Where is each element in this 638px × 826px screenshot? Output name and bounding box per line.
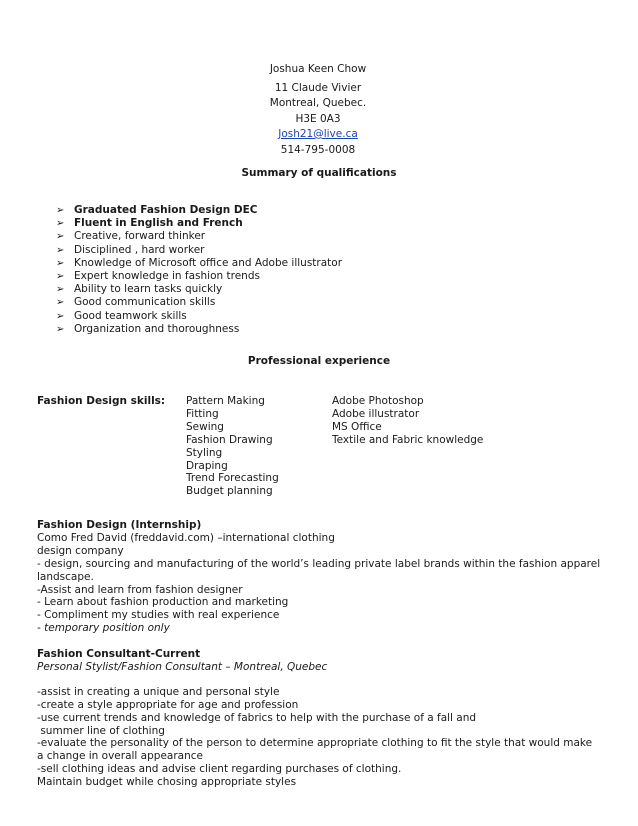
address-line-1: 11 Claude Vivier	[274, 81, 362, 94]
qualification-item	[56, 204, 342, 217]
consultant-line: a change in overall appearance	[37, 750, 203, 763]
summary-title: Summary of qualifications	[241, 167, 397, 179]
qualification-text: Creative, forward thinker	[74, 230, 206, 243]
arrow-bullet-icon: ➢	[56, 297, 65, 309]
qualification-text: Expert knowledge in fashion trends	[74, 270, 260, 283]
qualification-item	[56, 310, 342, 323]
internship-line: - design, sourcing and manufacturing of the world’s leading private label brands within the fashion apparel	[37, 557, 601, 570]
skill-item: Styling	[186, 446, 223, 459]
qualification-text: Organization and thoroughness	[74, 322, 240, 335]
qualification-text: Disciplined , hard worker	[74, 243, 205, 256]
consultant-section	[37, 648, 607, 789]
internship-section	[37, 519, 607, 635]
skill-item: Fitting	[186, 407, 219, 420]
qualification-text: Good communication skills	[74, 296, 216, 309]
arrow-bullet-icon: ➢	[56, 323, 65, 335]
qualification-item	[56, 244, 342, 257]
internship-line: landscape.	[37, 570, 94, 583]
qualification-text: Good teamwork skills	[74, 309, 187, 322]
consultant-line: summer line of clothing	[37, 724, 165, 737]
internship-note: - temporary position only	[37, 622, 170, 635]
skill-item: Trend Forecasting	[186, 472, 279, 485]
consultant-line: -evaluate the personality of the person to determine appropriate clothing to fit the style that would make	[37, 737, 593, 750]
qualification-text: Knowledge of Microsoft office and Adobe illustrator	[74, 256, 343, 269]
arrow-bullet-icon: ➢	[56, 310, 65, 322]
email-link[interactable]: Josh21@live.ca	[278, 128, 358, 140]
qualification-text: Fluent in English and French	[74, 217, 243, 230]
qualifications-list	[56, 204, 342, 336]
arrow-bullet-icon: ➢	[56, 205, 65, 216]
qualification-item	[56, 296, 342, 309]
consultant-line: -create a style appropriate for age and profession	[37, 698, 299, 711]
qualification-item	[56, 257, 342, 270]
consultant-details	[37, 686, 607, 789]
skill-item: Textile and Fabric knowledge	[332, 433, 484, 446]
qualification-item	[56, 217, 342, 230]
skill-item: Draping	[186, 459, 228, 472]
internship-details	[37, 532, 607, 622]
arrow-bullet-icon: ➢	[56, 231, 65, 243]
qualification-item	[56, 230, 342, 243]
applicant-name: Joshua Keen Chow	[269, 63, 367, 75]
contact-header	[0, 62, 638, 158]
consultant-line: -assist in creating a unique and personal style	[37, 685, 280, 698]
arrow-bullet-icon: ➢	[56, 218, 65, 230]
experience-title: Professional experience	[247, 355, 391, 367]
address-line-2: Montreal, Quebec.	[269, 97, 367, 109]
qualification-text: Ability to learn tasks quickly	[74, 283, 223, 296]
skill-item: Pattern Making	[186, 395, 265, 407]
qualification-item	[56, 283, 342, 296]
consultant-line: -sell clothing ideas and advise client regarding purchases of clothing.	[37, 763, 402, 776]
internship-line: design company	[37, 544, 124, 557]
qualification-text: Graduated Fashion Design DEC	[74, 204, 258, 216]
consultant-subtitle: Personal Stylist/Fashion Consultant – Montreal, Quebec	[37, 660, 328, 673]
skill-item: Fashion Drawing	[186, 433, 273, 446]
skill-item: Sewing	[186, 420, 224, 433]
internship-line: -Assist and learn from fashion designer	[37, 583, 243, 596]
phone-number: 514-795-0008	[280, 143, 356, 156]
qualification-item	[56, 270, 342, 283]
arrow-bullet-icon: ➢	[56, 271, 65, 283]
arrow-bullet-icon: ➢	[56, 257, 65, 269]
internship-line: - Compliment my studies with real experience	[37, 609, 280, 622]
skill-item: MS Office	[332, 420, 382, 433]
postal-code: H3E 0A3	[295, 112, 341, 125]
skill-item: Adobe illustrator	[332, 407, 420, 420]
qualification-item	[56, 323, 342, 336]
arrow-bullet-icon: ➢	[56, 244, 65, 256]
skill-item: Budget planning	[186, 485, 273, 498]
consultant-line: -use current trends and knowledge of fabrics to help with the purchase of a fall and	[37, 711, 477, 724]
skills-column-1	[186, 395, 279, 498]
arrow-bullet-icon: ➢	[56, 284, 65, 296]
internship-title: Fashion Design (Internship)	[37, 519, 202, 531]
skills-column-2	[332, 395, 483, 447]
consultant-line: Maintain budget while chosing appropriate styles	[37, 776, 297, 789]
internship-line: - Learn about fashion production and marketing	[37, 596, 289, 609]
internship-line: Como Fred David (freddavid.com) –international clothing	[37, 531, 335, 544]
consultant-title: Fashion Consultant-Current	[37, 648, 201, 660]
skills-label: Fashion Design skills:	[37, 395, 166, 407]
skill-item: Adobe Photoshop	[332, 395, 424, 407]
